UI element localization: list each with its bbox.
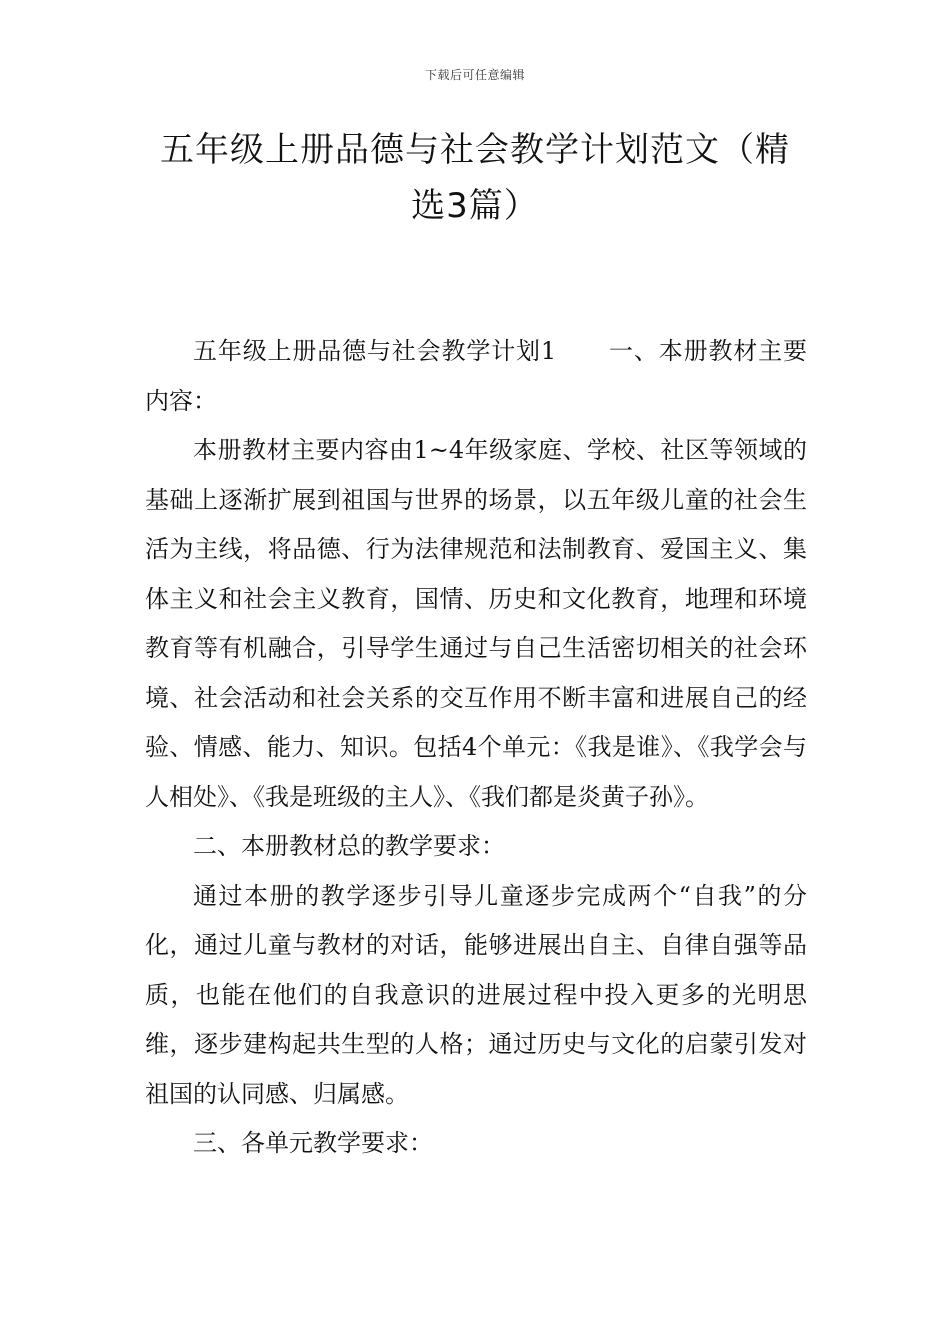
- section3-heading: 三、各单元教学要求：: [193, 1129, 433, 1157]
- header-note: 下载后可任意编辑: [424, 68, 525, 82]
- document-body: [145, 327, 807, 1169]
- section2-heading: 二、本册教材总的教学要求：: [193, 832, 505, 860]
- document-title: 五年级上册品德与社会教学计划范文（精选3篇）: [160, 130, 790, 226]
- section1-heading: 一、本册教材主要内容：: [145, 337, 807, 415]
- intro-paragraph: [145, 327, 807, 426]
- section2-body: 通过本册的教学逐步引导儿童逐步完成两个“自我”的分化，通过儿童与教材的对话，能够进展出自主、自律自强等品质，也能在他们的自我意识的进展过程中投入更多的光明思维，逐步建构起共生型的人格；通过历史与文化的启蒙引发对祖国的认同感、归属感。: [145, 881, 807, 1108]
- section1-body: 本册教材主要内容由1~4年级家庭、学校、社区等领域的基础上逐渐扩展到祖国与世界的场景，以五年级儿童的社会生活为主线，将品德、行为法律规范和法制教育、爱国主义、集体主义和社会主义教育，国情、历史和文化教育，地理和环境教育等有机融合，引导学生通过与自己生活密切相关的社会环境、社会活动和社会关系的交互作用不断丰富和进展自己的经验、情感、能力、知识。包括4个单元：《我是谁》、《我学会与人相处》、《我是班级的主人》、《我们都是炎黄子孙》。: [145, 436, 807, 811]
- intro-heading: 五年级上册品德与社会教学计划1: [193, 337, 557, 365]
